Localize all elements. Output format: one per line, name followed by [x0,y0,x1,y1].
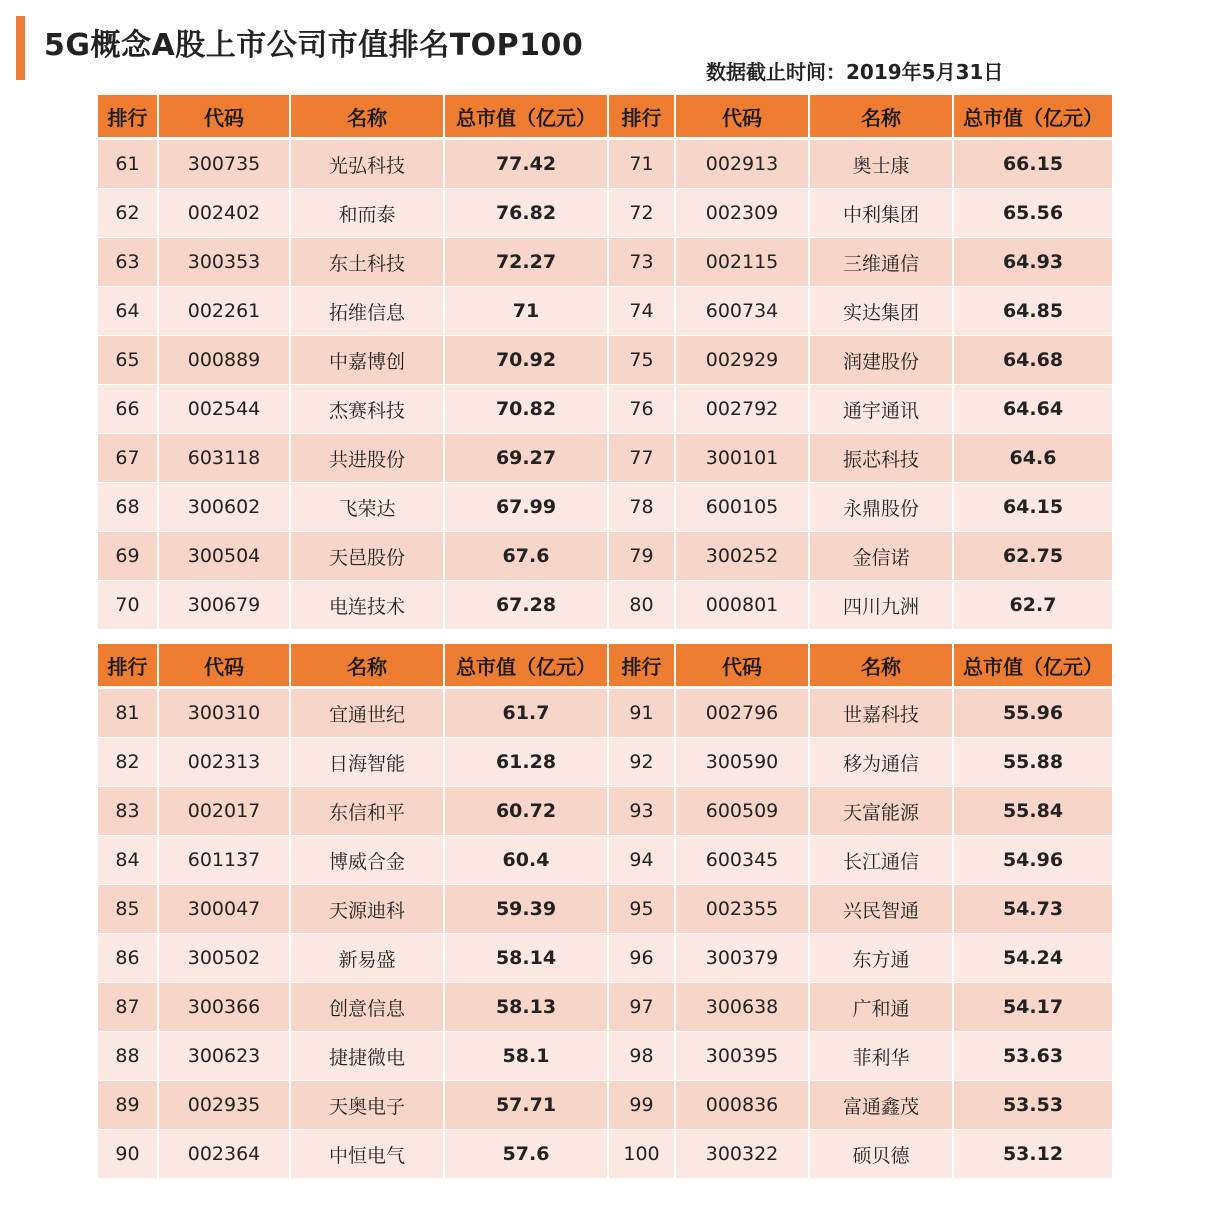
market-cap-cell: 55.84 [953,787,1112,836]
code-cell: 600734 [675,287,809,336]
rank-cell: 89 [98,1081,158,1130]
rank-cell: 94 [608,836,675,885]
name-cell: 广和通 [809,983,953,1032]
table-header-row [98,644,1112,688]
rank-cell: 74 [608,287,675,336]
name-cell: 共进股份 [290,434,444,483]
code-cell: 002796 [675,688,809,738]
table-header-row [98,95,1112,139]
code-cell: 300602 [158,483,290,532]
table-row [98,581,1112,630]
rank-cell: 84 [98,836,158,885]
header-code-left: 代码 [158,644,290,688]
header-rank-right: 排行 [608,95,675,139]
code-cell: 002355 [675,885,809,934]
table-row [98,385,1112,434]
code-cell: 002364 [158,1130,290,1179]
table-row [98,787,1112,836]
rank-cell: 93 [608,787,675,836]
rank-cell: 83 [98,787,158,836]
header-market-cap-left: 总市值（亿元） [444,95,608,139]
table-body [98,688,1112,1179]
rank-cell: 65 [98,336,158,385]
rank-cell: 86 [98,934,158,983]
rank-cell: 80 [608,581,675,630]
rank-cell: 63 [98,238,158,287]
name-cell: 实达集团 [809,287,953,336]
name-cell: 奥士康 [809,139,953,189]
market-cap-cell: 72.27 [444,238,608,287]
table-row [98,934,1112,983]
name-cell: 拓维信息 [290,287,444,336]
code-cell: 300322 [675,1130,809,1179]
rank-cell: 77 [608,434,675,483]
rank-cell: 87 [98,983,158,1032]
code-cell: 300101 [675,434,809,483]
market-cap-cell: 65.56 [953,189,1112,238]
rank-cell: 61 [98,139,158,189]
market-cap-cell: 71 [444,287,608,336]
name-cell: 四川九洲 [809,581,953,630]
rank-cell: 91 [608,688,675,738]
code-cell: 002402 [158,189,290,238]
name-cell: 日海智能 [290,738,444,787]
header-rank-right: 排行 [608,644,675,688]
name-cell: 兴民智通 [809,885,953,934]
name-cell: 振芯科技 [809,434,953,483]
name-cell: 润建股份 [809,336,953,385]
name-cell: 新易盛 [290,934,444,983]
code-cell: 002313 [158,738,290,787]
name-cell: 天奥电子 [290,1081,444,1130]
header-market-cap-right: 总市值（亿元） [953,644,1112,688]
name-cell: 捷捷微电 [290,1032,444,1081]
rank-cell: 62 [98,189,158,238]
rank-cell: 66 [98,385,158,434]
name-cell: 天邑股份 [290,532,444,581]
rank-cell: 71 [608,139,675,189]
market-cap-cell: 64.6 [953,434,1112,483]
code-cell: 002913 [675,139,809,189]
page-title: 5G概念A股上市公司市值排名TOP100 [44,28,584,63]
market-cap-cell: 77.42 [444,139,608,189]
header-name-left: 名称 [290,95,444,139]
header-code-right: 代码 [675,95,809,139]
code-cell: 600105 [675,483,809,532]
table-row [98,238,1112,287]
market-cap-cell: 55.96 [953,688,1112,738]
rank-cell: 69 [98,532,158,581]
ranking-table-61-80 [98,95,1112,630]
market-cap-cell: 69.27 [444,434,608,483]
rank-cell: 90 [98,1130,158,1179]
header-rank-left: 排行 [98,95,158,139]
code-cell: 300252 [675,532,809,581]
code-cell: 000836 [675,1081,809,1130]
rank-cell: 70 [98,581,158,630]
table-body [98,139,1112,630]
market-cap-cell: 54.73 [953,885,1112,934]
market-cap-cell: 64.93 [953,238,1112,287]
code-cell: 002261 [158,287,290,336]
rank-cell: 82 [98,738,158,787]
data-date-note: 数据截止时间：2019年5月31日 [706,60,1004,84]
market-cap-cell: 67.28 [444,581,608,630]
ranking-table-81-100 [98,644,1112,1179]
market-cap-cell: 62.7 [953,581,1112,630]
code-cell: 300379 [675,934,809,983]
title-accent-bar [16,16,25,80]
header-code-left: 代码 [158,95,290,139]
table-row [98,336,1112,385]
code-cell: 603118 [158,434,290,483]
market-cap-cell: 64.15 [953,483,1112,532]
table-row [98,287,1112,336]
table-row [98,189,1112,238]
rank-cell: 76 [608,385,675,434]
market-cap-cell: 62.75 [953,532,1112,581]
name-cell: 菲利华 [809,1032,953,1081]
code-cell: 300504 [158,532,290,581]
header-market-cap-right: 总市值（亿元） [953,95,1112,139]
rank-cell: 81 [98,688,158,738]
table-row [98,885,1112,934]
code-cell: 300502 [158,934,290,983]
name-cell: 三维通信 [809,238,953,287]
market-cap-cell: 64.85 [953,287,1112,336]
name-cell: 世嘉科技 [809,688,953,738]
code-cell: 002792 [675,385,809,434]
market-cap-cell: 58.14 [444,934,608,983]
rank-cell: 78 [608,483,675,532]
rank-cell: 96 [608,934,675,983]
table-row [98,1032,1112,1081]
rank-cell: 97 [608,983,675,1032]
code-cell: 000801 [675,581,809,630]
table-row [98,1130,1112,1179]
rank-cell: 79 [608,532,675,581]
table-row [98,532,1112,581]
market-cap-cell: 57.6 [444,1130,608,1179]
market-cap-cell: 58.13 [444,983,608,1032]
market-cap-cell: 76.82 [444,189,608,238]
name-cell: 博威合金 [290,836,444,885]
table-row [98,836,1112,885]
header-name-left: 名称 [290,644,444,688]
market-cap-cell: 57.71 [444,1081,608,1130]
rank-cell: 98 [608,1032,675,1081]
rank-cell: 72 [608,189,675,238]
rank-cell: 68 [98,483,158,532]
market-cap-cell: 64.64 [953,385,1112,434]
market-cap-cell: 64.68 [953,336,1112,385]
name-cell: 创意信息 [290,983,444,1032]
name-cell: 中嘉博创 [290,336,444,385]
name-cell: 移为通信 [809,738,953,787]
rank-cell: 75 [608,336,675,385]
table-row [98,738,1112,787]
name-cell: 和而泰 [290,189,444,238]
header-rank-left: 排行 [98,644,158,688]
name-cell: 宜通世纪 [290,688,444,738]
code-cell: 600509 [675,787,809,836]
market-cap-cell: 55.88 [953,738,1112,787]
code-cell: 002309 [675,189,809,238]
name-cell: 光弘科技 [290,139,444,189]
code-cell: 300638 [675,983,809,1032]
name-cell: 永鼎股份 [809,483,953,532]
code-cell: 002929 [675,336,809,385]
rank-cell: 64 [98,287,158,336]
market-cap-cell: 54.17 [953,983,1112,1032]
rank-cell: 67 [98,434,158,483]
table-row [98,139,1112,189]
name-cell: 东土科技 [290,238,444,287]
code-cell: 002115 [675,238,809,287]
rank-cell: 73 [608,238,675,287]
market-cap-cell: 67.99 [444,483,608,532]
market-cap-cell: 70.92 [444,336,608,385]
header-name-right: 名称 [809,95,953,139]
code-cell: 300395 [675,1032,809,1081]
name-cell: 金信诺 [809,532,953,581]
code-cell: 002544 [158,385,290,434]
market-cap-cell: 54.24 [953,934,1112,983]
rank-cell: 95 [608,885,675,934]
name-cell: 飞荣达 [290,483,444,532]
rank-cell: 100 [608,1130,675,1179]
code-cell: 300735 [158,139,290,189]
code-cell: 300310 [158,688,290,738]
name-cell: 天源迪科 [290,885,444,934]
rank-cell: 92 [608,738,675,787]
code-cell: 002017 [158,787,290,836]
header-name-right: 名称 [809,644,953,688]
code-cell: 600345 [675,836,809,885]
name-cell: 中利集团 [809,189,953,238]
header-code-right: 代码 [675,644,809,688]
code-cell: 300679 [158,581,290,630]
name-cell: 东信和平 [290,787,444,836]
table-row [98,983,1112,1032]
rank-cell: 99 [608,1081,675,1130]
market-cap-cell: 59.39 [444,885,608,934]
name-cell: 电连技术 [290,581,444,630]
code-cell: 601137 [158,836,290,885]
code-cell: 300353 [158,238,290,287]
table-row [98,1081,1112,1130]
name-cell: 通宇通讯 [809,385,953,434]
market-cap-cell: 53.63 [953,1032,1112,1081]
market-cap-cell: 66.15 [953,139,1112,189]
name-cell: 杰赛科技 [290,385,444,434]
code-cell: 000889 [158,336,290,385]
name-cell: 长江通信 [809,836,953,885]
table-row [98,483,1112,532]
market-cap-cell: 67.6 [444,532,608,581]
code-cell: 300366 [158,983,290,1032]
market-cap-cell: 70.82 [444,385,608,434]
code-cell: 300047 [158,885,290,934]
market-cap-cell: 58.1 [444,1032,608,1081]
name-cell: 硕贝德 [809,1130,953,1179]
market-cap-cell: 61.7 [444,688,608,738]
name-cell: 富通鑫茂 [809,1081,953,1130]
code-cell: 300623 [158,1032,290,1081]
code-cell: 300590 [675,738,809,787]
table-row [98,688,1112,738]
rank-cell: 88 [98,1032,158,1081]
header-market-cap-left: 总市值（亿元） [444,644,608,688]
market-cap-cell: 53.12 [953,1130,1112,1179]
rank-cell: 85 [98,885,158,934]
code-cell: 002935 [158,1081,290,1130]
name-cell: 天富能源 [809,787,953,836]
market-cap-cell: 60.4 [444,836,608,885]
name-cell: 中恒电气 [290,1130,444,1179]
market-cap-cell: 54.96 [953,836,1112,885]
name-cell: 东方通 [809,934,953,983]
market-cap-cell: 60.72 [444,787,608,836]
market-cap-cell: 53.53 [953,1081,1112,1130]
table-row [98,434,1112,483]
market-cap-cell: 61.28 [444,738,608,787]
